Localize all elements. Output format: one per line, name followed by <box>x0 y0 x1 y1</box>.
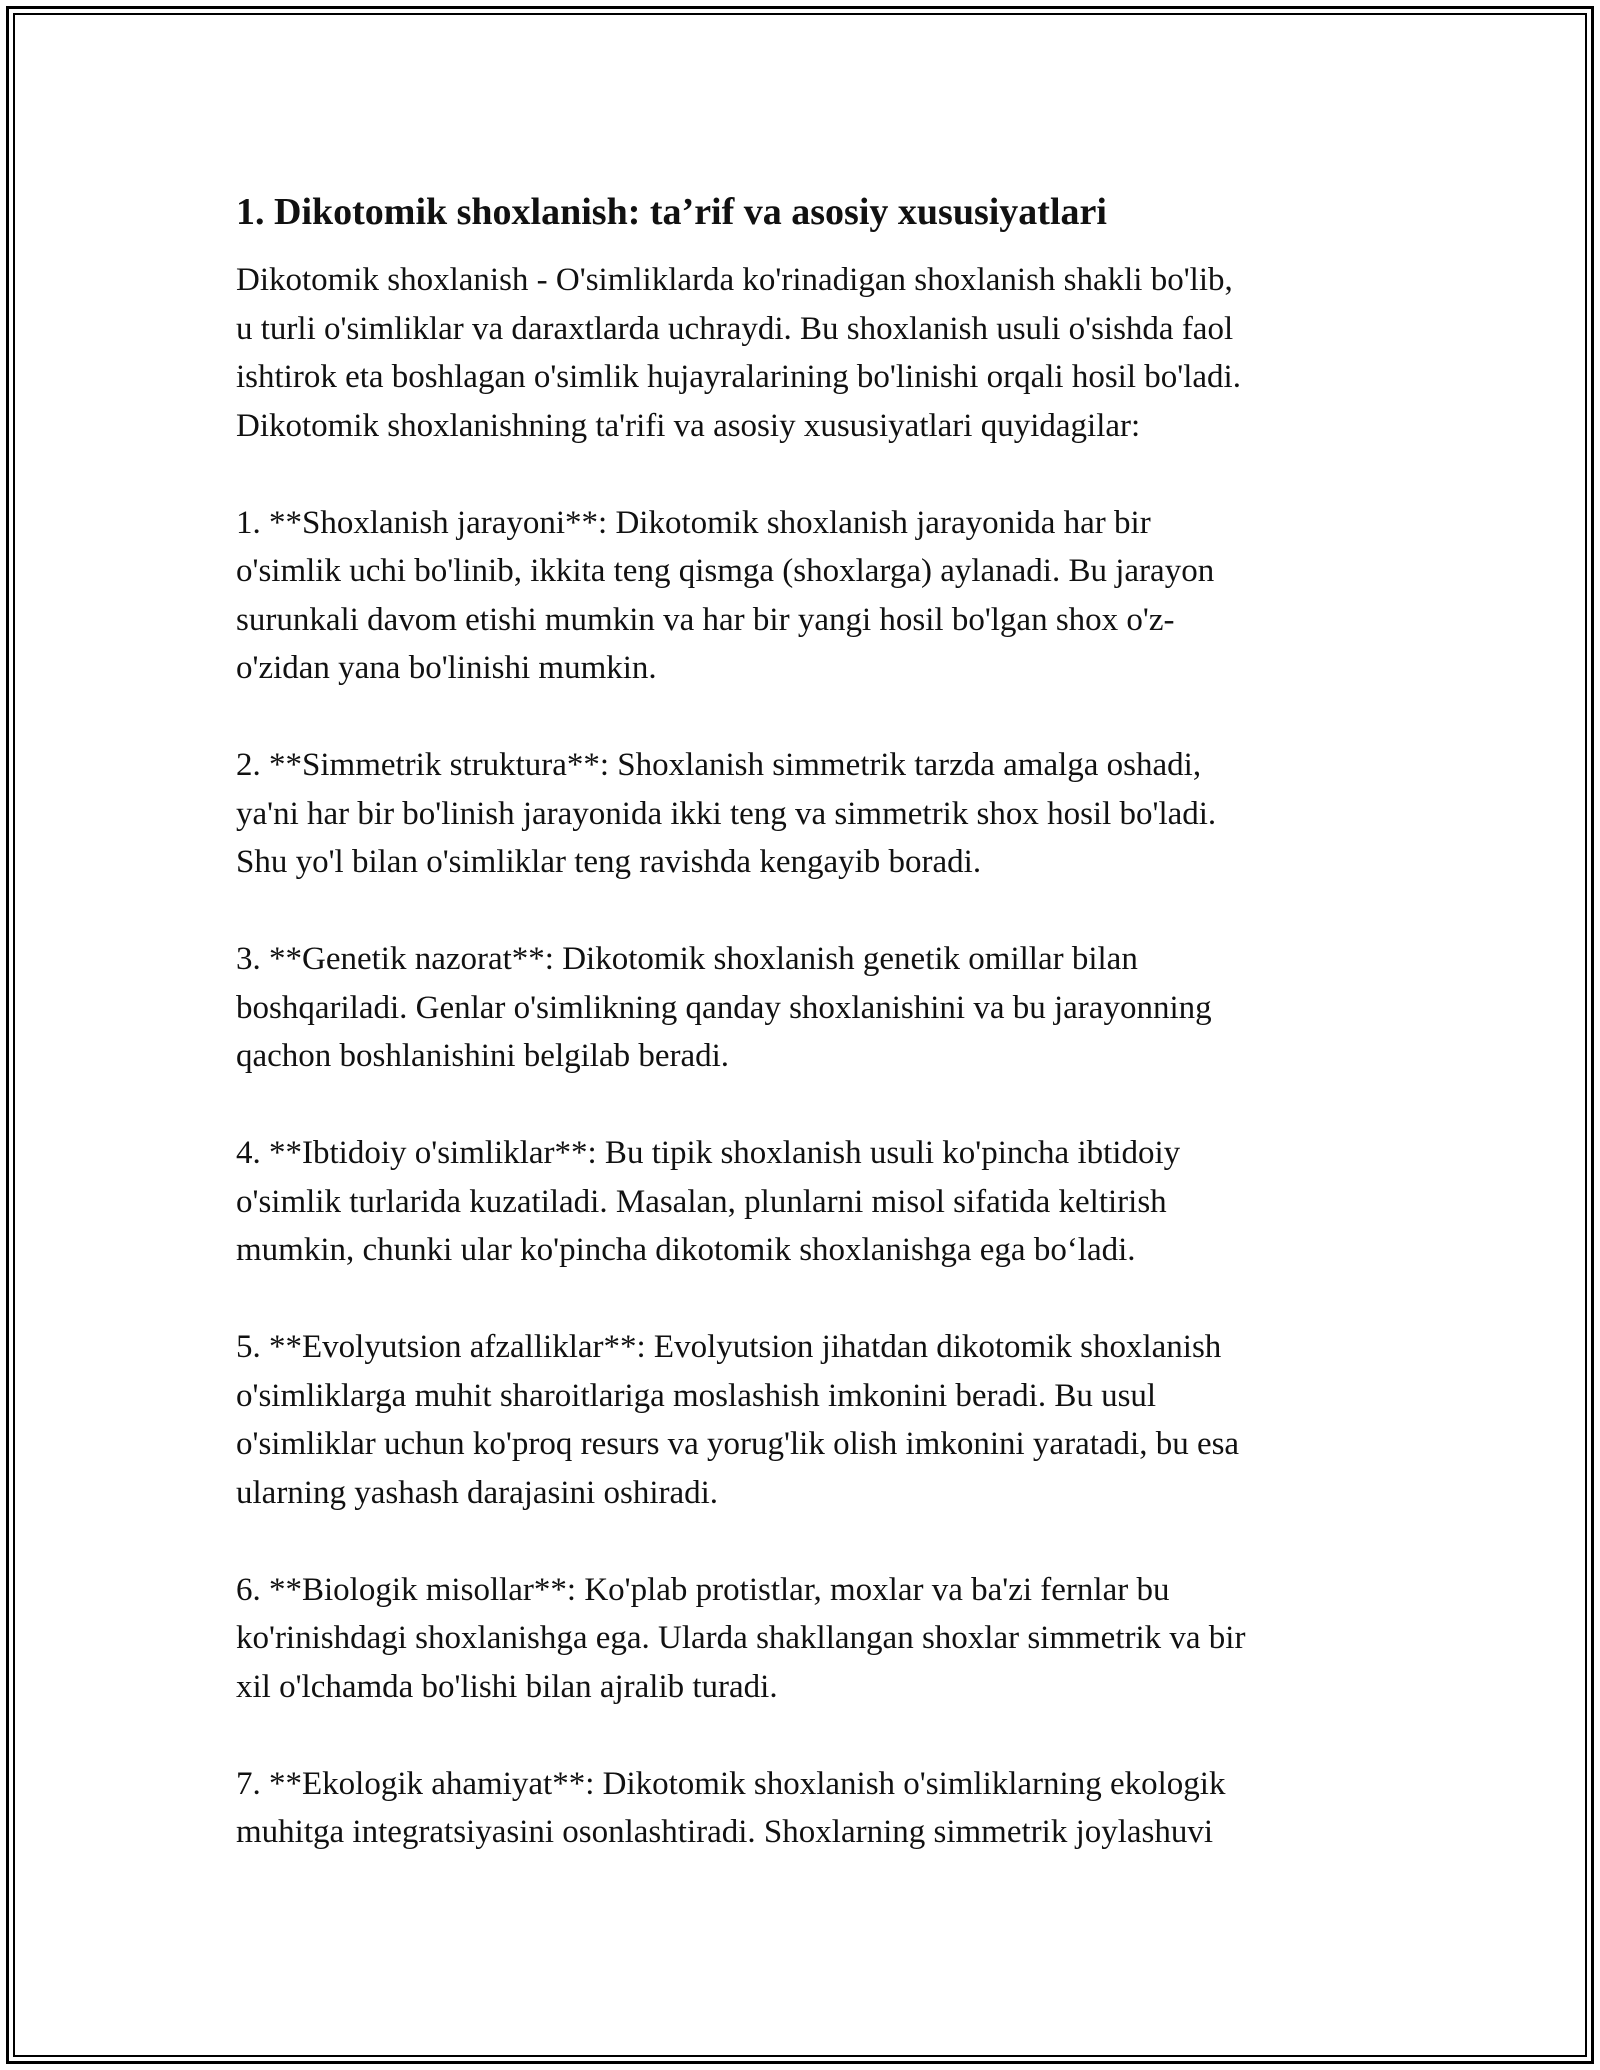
text-line: Dikotomik shoxlanish - O'simliklarda ko'rinadigan shoxlanish shakli bo'lib, <box>236 262 1233 298</box>
intro-paragraph <box>236 256 1386 450</box>
text-line: o'simlik uchi bo'linib, ikkita teng qismga (shoxlarga) aylanadi. Bu jarayon <box>236 553 1215 589</box>
text-line: 7. **Ekologik ahamiyat**: Dikotomik shoxlanish o'simliklarning ekologik <box>236 1765 1226 1802</box>
text-line: u turli o'simliklar va daraxtlarda uchraydi. Bu shoxlanish usuli o'sishda faol <box>236 310 1234 347</box>
text-line: ko'rinishdagi shoxlanishga ega. Ularda shakllangan shoxlar simmetrik va bir <box>236 1620 1246 1656</box>
text-line: Dikotomik shoxlanishning ta'rifi va asosiy xususiyatlari quyidagilar: <box>236 407 1141 444</box>
list-item-ibtidoiy-osimliklar <box>236 1129 1386 1275</box>
text-line: 2. **Simmetrik struktura**: Shoxlanish simmetrik tarzda amalga oshadi, <box>236 747 1202 783</box>
text-line: mumkin, chunki ular ko'pincha dikotomik shoxlanishga ega bo‘ladi. <box>236 1232 1136 1268</box>
text-line: ishtirok eta boshlagan o'simlik hujayralarining bo'linishi orqali hosil bo'ladi. <box>236 359 1241 395</box>
list-item-biologik-misollar <box>236 1566 1386 1712</box>
list-item-genetik-nazorat <box>236 935 1386 1081</box>
text-line: 1. **Shoxlanish jarayoni**: Dikotomik shoxlanish jarayonida har bir <box>236 504 1151 541</box>
text-line: ularning yashash darajasini oshiradi. <box>236 1474 719 1511</box>
document-heading: 1. Dikotomik shoxlanish: ta’rif va asosiy xususiyatlari <box>236 191 1107 233</box>
list-item-ekologik-ahamiyat <box>236 1760 1386 1857</box>
text-line: boshqariladi. Genlar o'simlikning qanday shoxlanishini va bu jarayonning <box>236 989 1212 1026</box>
text-line: 6. **Biologik misollar**: Ko'plab protistlar, moxlar va ba'zi fernlar bu <box>236 1571 1170 1608</box>
text-line: qachon boshlanishini belgilab beradi. <box>236 1038 730 1074</box>
text-line: o'zidan yana bo'linishi mumkin. <box>236 650 657 686</box>
text-line: surunkali davom etishi mumkin va har bir yangi hosil bo'lgan shox o'z- <box>236 601 1175 638</box>
list-item-shoxlanish-jarayoni <box>236 499 1386 693</box>
document-content <box>236 186 1386 1905</box>
text-line: Shu yo'l bilan o'simliklar teng ravishda kengayib boradi. <box>236 844 982 880</box>
list-item-simmetrik-struktura <box>236 741 1386 887</box>
text-line: 3. **Genetik nazorat**: Dikotomik shoxlanish genetik omillar bilan <box>236 941 1138 977</box>
text-line: xil o'lchamda bo'lishi bilan ajralib turadi. <box>236 1668 778 1705</box>
text-line: 5. **Evolyutsion afzalliklar**: Evolyutsion jihatdan dikotomik shoxlanish <box>236 1329 1222 1365</box>
text-line: 4. **Ibtidoiy o'simliklar**: Bu tipik shoxlanish usuli ko'pincha ibtidoiy <box>236 1135 1181 1171</box>
text-line: muhitga integratsiyasini osonlashtiradi. Shoxlarning simmetrik joylashuvi <box>236 1814 1214 1850</box>
text-line: o'simliklar uchun ko'proq resurs va yorug'lik olish imkonini yaratadi, bu esa <box>236 1426 1240 1462</box>
text-line: ya'ni har bir bo'linish jarayonida ikki teng va simmetrik shox hosil bo'ladi. <box>236 795 1217 832</box>
list-item-evolyutsion-afzalliklar <box>236 1323 1386 1517</box>
text-line: o'simlik turlarida kuzatiladi. Masalan, plunlarni misol sifatida keltirish <box>236 1183 1167 1220</box>
text-line: o'simliklarga muhit sharoitlariga moslashish imkonini beradi. Bu usul <box>236 1377 1157 1414</box>
